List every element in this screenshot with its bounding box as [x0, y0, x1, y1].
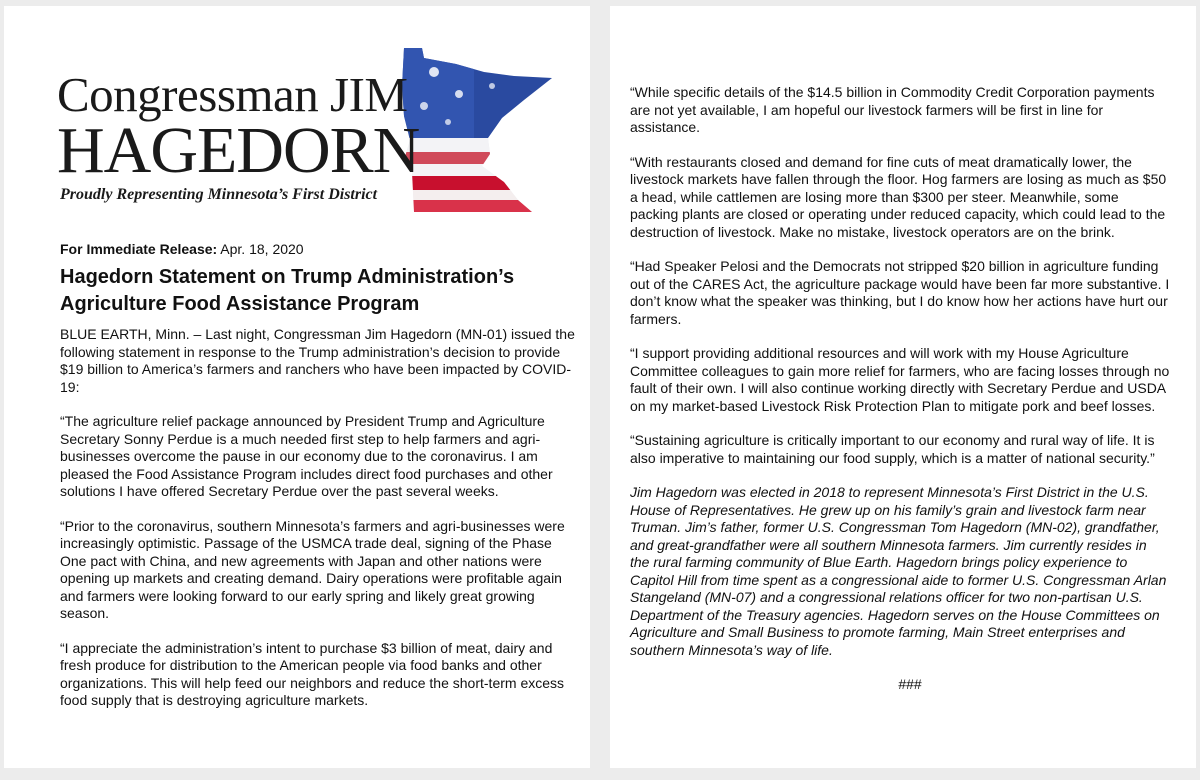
- paragraph: “While specific details of the $14.5 billion in Commodity Credit Corporation payments are not yet available, I am hopeful our livestock farmers will be first in line for assistance.: [630, 84, 1155, 135]
- release-label: For Immediate Release:: [60, 241, 218, 257]
- paragraph: “With restaurants closed and demand for fine cuts of meat dramatically lower, the livestock markets have fallen through the floor. Hog farmers are losing as much as $50 a head, while cattlemen are losing more than $300 per steer. Meanwhile, some packing plants are closed or operating under reduced capacity, which could lead to the destruction of livestock. Make no mistake, livestock operators are on the brink.: [630, 153, 1167, 240]
- end-mark: ###: [898, 676, 922, 692]
- release-line: [60, 240, 304, 258]
- bio-paragraph: Jim Hagedorn was elected in 2018 to represent Minnesota’s First District in the U.S. House of Representatives. He grew up on his family’s grain and livestock farm near Truman. Jim’s father, former U.S. Congressman Tom Hagedorn (MN-02), grandfather, and great-grandfather were all southern Minnesota farmers. Jim currently resides in the rural farming community of Blue Earth. Hagedorn brings policy experience to Capitol Hill from time spent as a congressional aide to former U.S. Congressman Arlan Stangeland (MN-07) and a congressional relations officer for two non-partisan U.S. Department of the Treasury agencies. Hagedorn serves on the House Committees on Agriculture and Small Business to promote farming, Main Street enterprises and southern Minnesota’s way of life.: [630, 484, 1167, 658]
- letterhead-tagline: Proudly Representing Minnesota’s First District: [60, 186, 378, 203]
- paragraph: “The agriculture relief package announced by President Trump and Agriculture Secretary Sonny Perdue is a much needed first step to help farmers and agri-businesses overcome the pause in our economy due to the coronavirus. I am pleased the Food Assistance Program includes direct food purchases and other solutions I have offered Secretary Perdue over the past several weeks.: [60, 413, 553, 499]
- paragraph: “I support providing additional resources and will work with my House Agriculture Committee colleagues to gain more relief for farmers, who are facing losses through no fault of their own. I will also continue working directly with Secretary Perdue and USDA on my market-based Livestock Risk Protection Plan to mitigate pork and beef losses.: [630, 345, 1170, 414]
- right-page: [610, 6, 1196, 768]
- paragraph: “Prior to the coronavirus, southern Minnesota’s farmers and agri-businesses were increasingly optimistic. Passage of the USMCA trade deal, signing of the Phase One pact with China, and new agreements with Japan and other nations were opening up markets and creating demand. Dairy operations were profitable again and farmers were looking forward to our early spring and likely great growing season.: [60, 517, 565, 621]
- paragraph: “Sustaining agriculture is critically important to our economy and rural way of life. It is also imperative to maintaining our food supply, which is a matter of national security.”: [630, 432, 1155, 466]
- paragraph: BLUE EARTH, Minn. – Last night, Congressman Jim Hagedorn (MN-01) issued the following statement in response to the Trump administration’s decision to provide $19 billion to America’s farmers and ranchers who have been impacted by COVID-19:: [60, 326, 575, 395]
- letterhead-name-line: Congressman JIM: [57, 67, 408, 122]
- left-body: [60, 326, 576, 727]
- letterhead: [4, 6, 590, 236]
- right-body: [630, 84, 1170, 694]
- press-release-headline: Hagedorn Statement on Trump Administration’s Agriculture Food Assistance Program: [60, 266, 515, 315]
- paragraph: “I appreciate the administration’s intent to purchase $3 billion of meat, dairy and fresh produce for distribution to the American people via food banks and other organizations. This will help feed our neighbors and reduce the short-term excess food supply that is destroying agriculture markets.: [60, 639, 565, 708]
- left-page: [4, 6, 590, 768]
- release-date: Apr. 18, 2020: [220, 241, 304, 257]
- paragraph: “Had Speaker Pelosi and the Democrats not stripped $20 billion in agriculture funding out of the CARES Act, the agriculture package would have been far more substantive. I don’t know what the speaker was thinking, but I do know how her actions have hurt our farmers.: [630, 258, 1170, 327]
- letterhead-surname: HAGEDORN: [57, 114, 420, 187]
